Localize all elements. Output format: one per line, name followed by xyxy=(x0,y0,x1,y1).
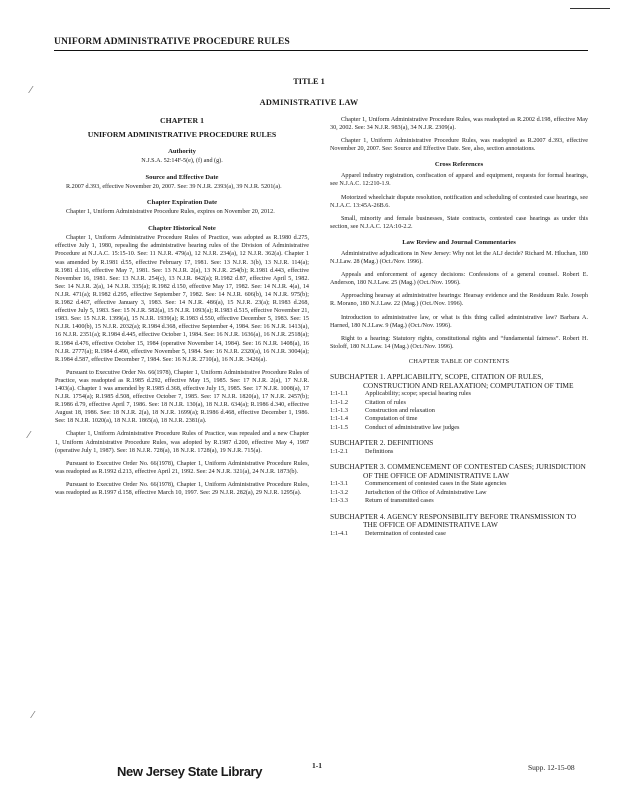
chapter-label: CHAPTER 1 xyxy=(160,116,204,125)
history-notes xyxy=(55,234,309,497)
library-watermark: New Jersey State Library xyxy=(117,764,263,779)
margin-mark: ⁄ xyxy=(32,710,34,721)
running-head-rule xyxy=(54,50,588,51)
toc-section-title: Return of transmitted cases xyxy=(365,497,434,505)
toc-section-number: 1:1-2.1 xyxy=(330,447,349,455)
toc-section-number: 1:1-1.2 xyxy=(330,398,349,406)
law-review-entry: Introduction to administrative law, or what is this thing called administrative law? Barbara A. Harned, 180 N.J.Law. 9 (Mag.) (Oct./Nov. 1996). xyxy=(330,314,588,329)
history-paragraph: Pursuant to Executive Order No. 66(1978), Chapter 1, Uniform Administrative Procedure Rules, was readopted as R.1997 d.158, effective March 10, 1997. See: 29 N.J.R. 282(a), 29 N.J.R. 1295(a). xyxy=(55,481,309,496)
source-heading: Source and Effective Date xyxy=(145,174,219,182)
law-review-entry: Administrative adjudications in New Jersey: Why not let the ALJ decide? Richard M. Hluchan, 180 N.J.Law. 28 (Mag.) (Oct./Nov. 1996). xyxy=(330,250,588,266)
toc-subchapter-heading: SUBCHAPTER 3. COMMENCEMENT OF CONTESTED CASES; JURISDICTION OF THE OFFICE OF ADMINISTRATIVE LAW xyxy=(330,462,586,480)
authority-text: N.J.S.A. 52:14F-5(e), (f) and (g). xyxy=(141,158,223,164)
toc-item xyxy=(330,415,588,423)
expiration-text: Chapter 1, Uniform Administrative Procedure Rules, expires on November 20, 2012. xyxy=(66,209,275,216)
toc-section-number: 1:1-1.1 xyxy=(330,390,349,398)
history-paragraph: Chapter 1, Uniform Administrative Procedure Rules of Practice, was repealed and a new Chapter 1, Uniform Administrative Procedure Rules, was adopted by R.1987 d.200, effective May 4, 1987 (operative July 1, 1987). See: 18 N.J.R. 728(a), 18 N.J.R. 1728(a), 19 N.J.R. 715(a). xyxy=(55,431,309,454)
toc-section-number: 1:1-1.4 xyxy=(330,415,349,423)
cross-reference: Motorized wheelchair dispute resolution, notification and scheduling of contested case hearings, see N.J.A.C. 13:45A-26B.6. xyxy=(330,194,588,209)
cross-reference: Apparel industry registration, confiscation of apparel and equipment, requests for formal hearings, see N.J.A.C. 12:210-1.9. xyxy=(330,173,588,188)
law-review-entry: Approaching hearsay at administrative hearings: Hearsay evidence and the Residuum Rule. Joseph R. Morano, 180 N.J.Law. 22 (Mag.) (Oct./Nov. 1996). xyxy=(330,293,588,308)
law-review-entry: Right to a hearing: Statutory rights, constitutional rights and “fundamental fairness”. Robert H. Stoloff, 180 N.J.Law. 14 (Mag.) (Oct./Nov. 1996). xyxy=(330,335,588,350)
toc-section-number: 1:1-3.1 xyxy=(330,480,349,488)
history-paragraph: Pursuant to Executive Order No. 66(1978), Chapter 1, Uniform Administrative Procedure Rules, was readopted as R.1992 d.213, effective April 21, 1992. See: 24 N.J.R. 321(a), 24 N.J.R. 1873(b). xyxy=(55,460,309,475)
toc-subchapter-heading: SUBCHAPTER 1. APPLICABILITY, SCOPE, CITATION OF RULES, CONSTRUCTION AND RELAXATION; COMPUTATION OF TIME xyxy=(330,371,574,390)
history-continued-paragraph: Chapter 1, Uniform Administrative Procedure Rules, was readopted as R.2007 d.393, effective November 20, 2007. See: Source and Effective Date. See, also, section annotations. xyxy=(330,138,588,153)
margin-mark: ⁄ xyxy=(28,430,30,441)
toc-section-number: 1:1-1.5 xyxy=(330,423,349,431)
toc-section-number: 1:1-3.3 xyxy=(330,497,349,505)
left-column xyxy=(55,116,309,502)
toc-section-number: 1:1-3.2 xyxy=(330,488,349,496)
toc-item xyxy=(330,390,588,398)
supplement-date: Supp. 12-15-08 xyxy=(528,763,575,772)
cross-references-heading: Cross References xyxy=(434,161,484,169)
toc-section-number: 1:1-4.1 xyxy=(330,529,349,537)
toc-section-title: Construction and relaxation xyxy=(365,406,435,414)
subtitle: ADMINISTRATIVE LAW xyxy=(259,98,359,107)
toc-subchapter xyxy=(330,373,588,432)
toc-item xyxy=(330,480,588,488)
toc-subchapter-heading: SUBCHAPTER 4. AGENCY RESPONSIBILITY BEFORE TRANSMISSION TO THE OFFICE OF ADMINISTRATIVE LAW xyxy=(330,511,577,530)
margin-mark: ⁄ xyxy=(30,85,32,96)
history-paragraph: Pursuant to Executive Order No. 66(1978), Chapter 1, Uniform Administrative Procedure Rules of Practice, was readopted as R.1985 d.292, effective May 15, 1985. See: 17 N.J.R. 2(a), 17 N.J.R. 1403(a). Chapter 1 was amended by R.1985 d.368, effective July 15, 1985. See: 17 N.J.R. 1008(a), 17 N.J.R. 1754(a); R.1985 d.508, effective October 7, 1985. See: 17 N.J.R. 1820(a), 17 N.J.R. 2457(b); R.1986 d.79, effective April 7, 1986. See: 18 N.J.R. 130(a), 18 N.J.R. 634(a); R.1986 d.340, effective August 18, 1986. See: 18 N.J.R. 2(a), 18 N.J.R. 1699(a); R.1986 d.468, effective December 1, 1986. See: 18 N.J.R. 1020(a), 18 N.J.R. 1865(a), 18 N.J.R. 2381(a). xyxy=(55,369,309,425)
toc-subchapter xyxy=(330,439,588,456)
toc-subchapter xyxy=(330,463,588,505)
toc-item xyxy=(330,530,588,538)
toc-item xyxy=(330,489,588,497)
toc-section-title: Jurisdiction of the Office of Administrative Law xyxy=(365,488,487,496)
toc-subchapter-heading: SUBCHAPTER 2. DEFINITIONS xyxy=(330,438,434,448)
history-paragraph: Chapter 1, Uniform Administrative Procedure Rules of Practice, was adopted as R.1980 d.275, effective July 1, 1980, repealing the administrative hearing rules of the Division of Administrative Procedure at N.J.A.C. 15:15-10. See: 11 N.J.R. 479(a), 12 N.J.R. 234(a), 12 N.J.R. 362(a). Chapter 1 was amended by R.1981 d.55, effective February 17, 1981. See: 13 N.J.R. 3(b), 13 N.J.R. 114(a); R.1981 d.116, effective May 7, 1981. See: 13 N.J.R. 2(a), 13 N.J.R. 254(b); R.1981 d.443, effective November 16, 1981. See: 13 N.J.R. 254(c), 13 N.J.R. 842(a); R.1982 d.87, effective April 5, 1982. See: 14 N.J.R. 2(a), 14 N.J.R. 335(a); R.1982 d.150, effective May 17, 1982. See: 14 N.J.R. 4(a), 14 N.J.R. 471(a); R.1982 d.295, effective September 7, 1982. See: 14 N.J.R. 606(b), 14 N.J.R. 975(b); R.1982 d.467, effective January 3, 1983. See: 14 N.J.R. 486(a), 15 N.J.R. 23(a); R.1983 d.268, effective July 5, 1983. See: 15 N.J.R. 582(a), 15 N.J.R. 1093(a); R.1983 d.515, effective November 21, 1983. See: 15 N.J.R. 1399(a), 15 N.J.R. 1939(a); R.1983 d.550, effective December 5, 1983. See: 15 N.J.R. 1400(b), 15 N.J.R. 2032(a); R.1984 d.368, effective September 4, 1984. See: 16 N.J.R. 1413(a), 16 N.J.R. 2351(a); R.1984 d.445, effective October 1, 1984. See: 16 N.J.R. 1636(a), 16 N.J.R. 2518(a); R.1984 d.476, effective October 15, 1984 (operative November 14, 1984). See: 16 N.J.R. 1408(a), 16 N.J.R. 2777(a); R.1984 d.490, effective November 5, 1984. See: 16 N.J.R. 2320(a), 16 N.J.R. 3004(a); R.1984 d.587, effective December 7, 1984. See: 16 N.J.R. 2710(a), 16 N.J.R. 3426(a). xyxy=(55,235,309,363)
toc-section-title: Citation of rules xyxy=(365,398,406,406)
cross-reference: Small, minority and female businesses, State contracts, contested case hearings as under this section, see N.J.A.C. 12A:10-2.2. xyxy=(330,215,588,230)
source-text: R.2007 d.393, effective November 20, 2007. See: 39 N.J.R. 2393(a), 39 N.J.R. 5201(a). xyxy=(66,184,282,191)
toc-item xyxy=(330,424,588,432)
toc-subchapter xyxy=(330,513,588,539)
authority-heading: Authority xyxy=(168,148,196,155)
law-review-heading: Law Review and Journal Commentaries xyxy=(402,238,516,246)
corner-rule xyxy=(570,8,610,9)
title: TITLE 1 xyxy=(293,77,325,86)
running-head: UNIFORM ADMINISTRATIVE PROCEDURE RULES xyxy=(54,36,290,47)
toc-section-title: Computation of time xyxy=(365,415,418,423)
toc-section-title: Commencement of contested cases in the State agencies xyxy=(365,480,507,488)
toc-item xyxy=(330,407,588,415)
history-continued-paragraph: Chapter 1, Uniform Administrative Procedure Rules, was readopted as R.2002 d.198, effective May 30, 2002. See: 34 N.J.R. 983(a), 34 N.J.R. 2309(a). xyxy=(330,117,588,132)
toc-section-title: Applicability; scope; special hearing rules xyxy=(365,390,471,398)
toc-heading: CHAPTER TABLE OF CONTENTS xyxy=(408,357,510,365)
toc-item xyxy=(330,448,588,456)
chapter-name: UNIFORM ADMINISTRATIVE PROCEDURE RULES xyxy=(87,130,277,139)
right-column xyxy=(330,116,588,538)
expiration-heading: Chapter Expiration Date xyxy=(146,199,218,207)
page-number: 1-1 xyxy=(312,761,322,770)
toc-section-number: 1:1-1.3 xyxy=(330,406,349,414)
toc-item xyxy=(330,497,588,505)
toc-section-title: Determination of contested case xyxy=(365,529,446,537)
toc-item xyxy=(330,399,588,407)
history-heading: Chapter Historical Note xyxy=(148,225,216,233)
law-review-entry: Appeals and enforcement of agency decisions: Confessions of a general counsel. Robert E. Anderson, 180 N.J.Law. 25 (Mag.) (Oct./Nov. 1996). xyxy=(330,272,588,287)
toc-section-title: Definitions xyxy=(365,447,394,455)
toc-section-title: Conduct of administrative law judges xyxy=(365,423,460,431)
